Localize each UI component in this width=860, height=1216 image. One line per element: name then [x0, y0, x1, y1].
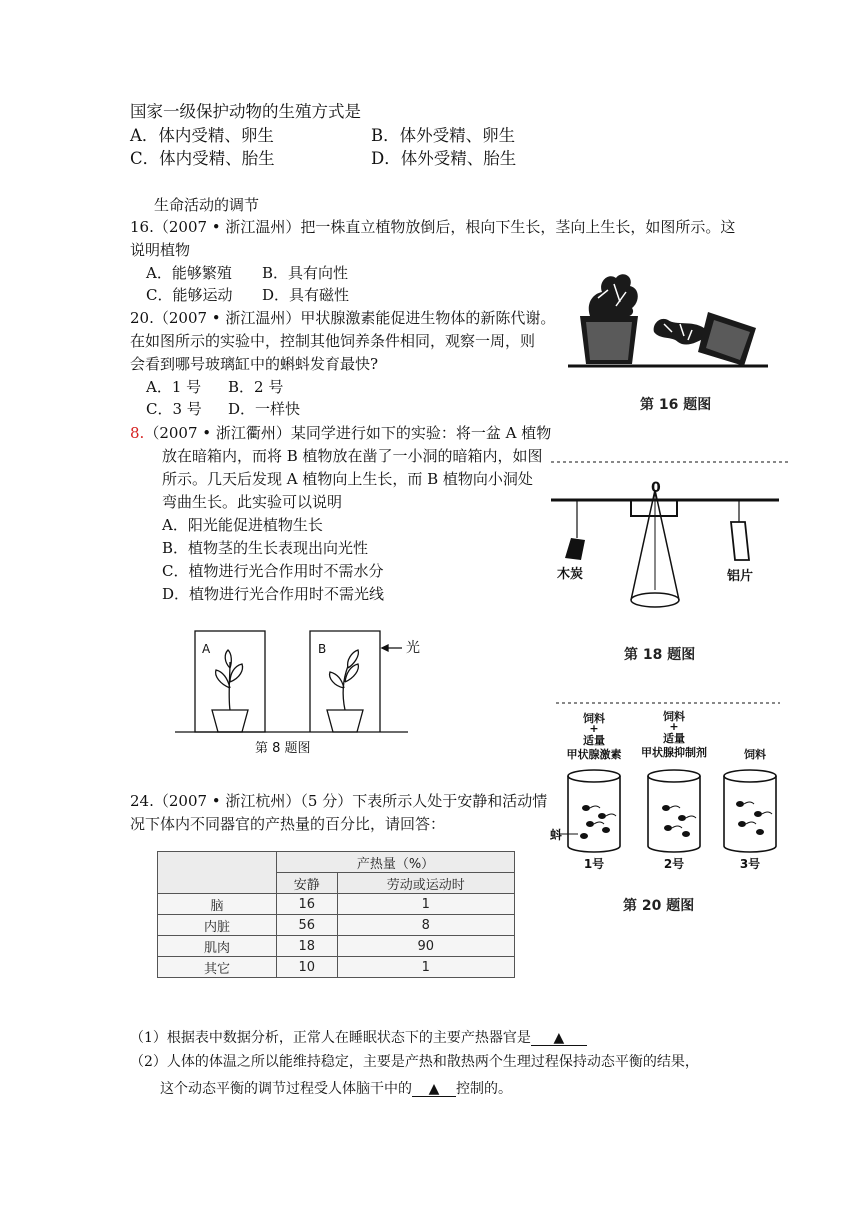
jar1-top	[568, 770, 620, 782]
table-row	[158, 915, 515, 936]
table-header-row	[158, 852, 515, 873]
jar2-label-amount: 适量	[663, 732, 685, 745]
q-prev-option-c: C．体内受精、胎生	[130, 149, 275, 168]
q8-option-b: B．植物茎的生长表现出向光性	[162, 539, 369, 557]
q24-line2: 况下体内不同器官的产热量的百分比，请回答：	[130, 815, 446, 833]
q24-sub2-line1: （2）人体的体温之所以能维持稳定，主要是产热和散热两个生理过程保持动态平衡的结果，	[130, 1054, 699, 1070]
jar2-label-inhibitor: 甲状腺抑制剂	[641, 746, 707, 759]
stand-left	[631, 490, 655, 600]
jar3-number: 3号	[739, 857, 761, 871]
table-row	[158, 894, 515, 915]
q16-line1: 16.（2007 • 浙江温州）把一株直立植物放倒后，根向下生长，茎向上生长，如图所示。这	[130, 218, 736, 236]
organ-cell: 其它	[158, 957, 277, 978]
jar1-label-hormone: 甲状腺激素	[566, 748, 622, 761]
active-cell: 90	[337, 936, 514, 957]
jar2-label-feed: 饲料	[663, 710, 685, 723]
jar1-label-feed: 饲料	[583, 712, 605, 725]
aluminum-piece	[731, 522, 749, 560]
fig20-caption: 第 20 题图	[623, 898, 695, 914]
rest-cell: 56	[277, 915, 338, 936]
jar1-label-plus: +	[589, 722, 599, 735]
leaf-a2	[230, 664, 243, 682]
jar1-label-amount: 适量	[583, 734, 605, 747]
jar2-top	[648, 770, 700, 782]
active-cell: 1	[337, 957, 514, 978]
charcoal-label: 木炭	[557, 567, 584, 582]
fig18-caption: 第 18 题图	[624, 647, 696, 663]
table-header: 产热量（%）	[277, 852, 515, 873]
q8-option-d: D．植物进行光合作用时不需光线	[162, 585, 385, 603]
table-corner	[158, 852, 277, 894]
figure-20	[550, 700, 790, 880]
pot-a	[212, 710, 248, 732]
leaf-b1	[330, 672, 344, 688]
upright-pot-soil	[586, 322, 632, 360]
fig8-light-label: 光	[406, 640, 420, 656]
pivot-label: 0	[651, 480, 661, 496]
q-prev-stem: 国家一级保护动物的生殖方式是	[130, 102, 361, 121]
q16-option-b: B．具有向性	[262, 264, 349, 282]
q-prev-option-b: B．体外受精、卵生	[371, 126, 516, 145]
organ-cell: 脑	[158, 894, 277, 915]
leaf-b3	[348, 650, 359, 668]
q8-option-c: C．植物进行光合作用时不需水分	[162, 562, 384, 580]
fig8-caption: 第 8 题图	[255, 741, 311, 756]
table-row	[158, 957, 515, 978]
q8-line2: 放在暗箱内，而将 B 植物放在凿了一小洞的暗箱内，如图	[162, 447, 543, 465]
q20-option-b: B．2 号	[228, 378, 284, 396]
q20-option-c: C．3 号	[146, 400, 202, 418]
rest-cell: 18	[277, 936, 338, 957]
answer-blank-2[interactable]: ▲	[412, 1082, 456, 1097]
figure-8	[170, 626, 420, 744]
jar3-body	[724, 776, 776, 852]
jar2-number: 2号	[663, 857, 685, 871]
q24-sub2-line2: 这个动态平衡的调节过程受人体脑干中的 ▲ 控制的。	[160, 1081, 512, 1097]
q20-line2: 在如图所示的实验中，控制其他饲养条件相同，观察一周，则	[130, 332, 536, 350]
active-cell: 1	[337, 894, 514, 915]
q16-option-d: D．具有磁性	[262, 286, 350, 304]
q16-option-a: A．能够繁殖	[146, 264, 232, 282]
col-rest: 安静	[277, 873, 338, 894]
q16-option-c: C．能够运动	[146, 286, 233, 304]
upright-plant	[589, 274, 638, 316]
rest-cell: 16	[277, 894, 338, 915]
beam-bracket	[631, 500, 677, 516]
q8-line4: 弯曲生长。此实验可以说明	[162, 493, 343, 511]
q16-line2: 说明植物	[130, 241, 191, 259]
jar2-label-plus: +	[669, 720, 679, 733]
q20-option-a: A．1 号	[146, 378, 202, 396]
leaf-b2	[345, 664, 358, 682]
jar1-number: 1号	[583, 857, 605, 871]
stand-right	[655, 490, 679, 600]
jar3-top	[724, 770, 776, 782]
organ-cell: 肌肉	[158, 936, 277, 957]
active-cell: 8	[337, 915, 514, 936]
col-active: 劳动或运动时	[337, 873, 514, 894]
pot-b	[327, 710, 363, 732]
q24-line1: 24.（2007 • 浙江杭州）（5 分）下表所示人处于安静和活动情	[130, 792, 548, 810]
q24-sub1: （1）根据表中数据分析，正常人在睡眠状态下的主要产热器官是 ▲	[130, 1031, 587, 1046]
fallen-plant	[654, 319, 704, 345]
tadpole-label: 蚪	[550, 828, 563, 842]
figure-16	[568, 262, 768, 372]
q-prev-option-d: D．体外受精、胎生	[371, 149, 517, 168]
q20-line1: 20.（2007 • 浙江温州）甲状腺激素能促进生物体的新陈代谢。	[130, 309, 556, 327]
aluminum-label: 铝片	[727, 569, 754, 584]
stand-base	[631, 593, 679, 607]
leaf-a1	[216, 670, 230, 688]
organ-cell: 内脏	[158, 915, 277, 936]
jar3-label-feed: 饲料	[744, 748, 766, 761]
section-title: 生命活动的调节	[154, 196, 260, 214]
q8-option-a: A．阳光能促进植物生长	[162, 516, 323, 534]
q8-number: 8.	[130, 424, 145, 442]
q20-option-d: D．一样快	[228, 400, 301, 418]
heat-production-table	[157, 851, 515, 978]
rest-cell: 10	[277, 957, 338, 978]
charcoal-piece	[565, 538, 585, 560]
label-b: B	[318, 642, 327, 656]
label-a: A	[202, 642, 211, 656]
leaf-a3	[225, 650, 231, 668]
table-row	[158, 936, 515, 957]
q20-line3: 会看到哪号玻璃缸中的蝌蚪发育最快?	[130, 355, 379, 373]
jar2-body	[648, 776, 700, 852]
answer-blank-1[interactable]: ▲	[531, 1031, 587, 1046]
light-arrowhead	[382, 645, 388, 651]
q-prev-option-a: A．体内受精、卵生	[130, 126, 274, 145]
figure-18	[551, 460, 791, 620]
fig16-caption: 第 16 题图	[640, 397, 712, 413]
q8-line1: 8.（2007 • 浙江衢州）某同学进行如下的实验：将一盆 A 植物	[130, 424, 552, 442]
q8-line3: 所示。几天后发现 A 植物向上生长，而 B 植物向小洞处	[162, 470, 533, 488]
